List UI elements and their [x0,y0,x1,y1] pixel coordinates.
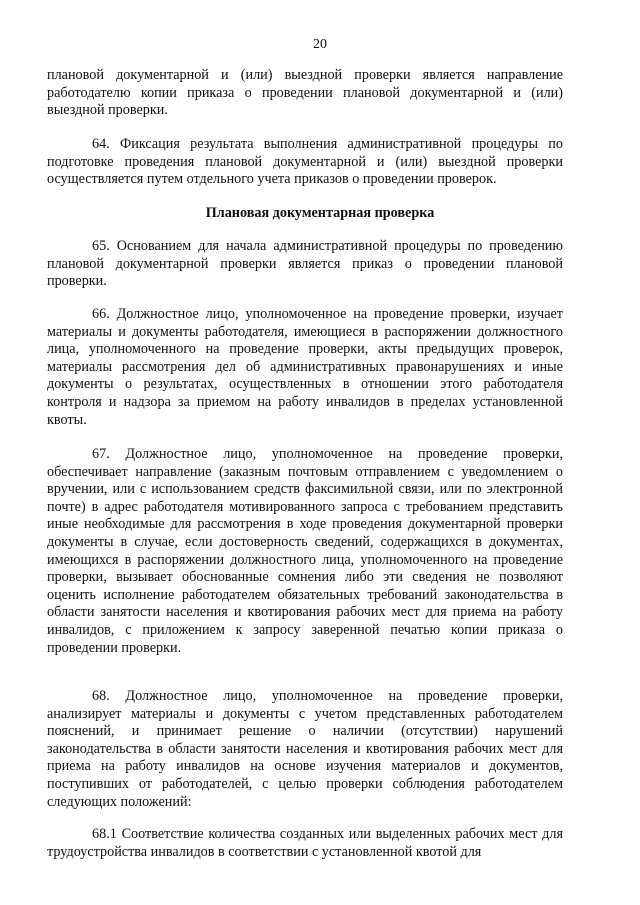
paragraph-68 [47,688,563,811]
paragraph-66 [47,306,563,429]
paragraph-intro-text: плановой документарной и (или) выездной проверки является направление работодателю копии приказа о проведении плановой документарной и (или) выездной проверки. [47,67,563,119]
paragraph-67-text: 67. Должностное лицо, уполномоченное на проведение проверки, обеспечивает направление (заказным почтовым отправлением с уведомлением о вручении, или с использованием средств факсимильной связи, или по электронной почте) в адрес работодателя мотивированного запроса с требованием представить иные необходимые для рассмотрения в ходе проведения документарной проверки документы в случае, если достоверность сведений, содержащихся в документах, имеющихся в распоряжении должностного лица, уполномоченного на проведение проверки, вызывает обоснованные сомнения либо эти сведения не позволяют оценить исполнение работодателем обязательных требований законодательства в области занятости населения и квотирования рабочих мест для приема на работу инвалидов, с приложением к запросу заверенной печатью копии приказа о проведении проверки. [47,446,563,656]
paragraph-intro [47,67,563,120]
paragraph-68-1-text: 68.1 Соответствие количества созданных или выделенных рабочих мест для трудоустройства инвалидов в соответствии с установленной квотой для [47,826,563,860]
paragraph-64-text: 64. Фиксация результата выполнения административной процедуры по подготовке проведения плановой документарной и (или) выездной проверки осуществляется путем отдельного учета приказов о проведении проверок. [47,136,563,188]
paragraph-66-text: 66. Должностное лицо, уполномоченное на проведение проверки, изучает материалы и документы работодателя, имеющиеся в распоряжении должностного лица, уполномоченного на проведение проверки, акты предыдущих проверок, материалы рассмотрения дел об административных правонарушениях и иные документы о результатах, осуществленных в отношении этого работодателя контроля и надзора за приемом на работу инвалидов в пределах установленной квоты. [47,306,563,428]
paragraph-65 [47,238,563,291]
paragraph-64 [47,136,563,189]
paragraph-68-text: 68. Должностное лицо, уполномоченное на проведение проверки, анализирует материалы и документы с учетом представленных работодателем пояснений, и принимает решение о наличии (отсутствии) нарушений законодательства в области занятости населения и квотирования рабочих мест для приема на работу инвалидов на основе изучения материалов и документов, поступивших от работодателей, с целью проверки соблюдения работодателем следующих положений: [47,688,563,810]
section-heading: Плановая документарная проверка [205,205,435,221]
page-number: 20 [313,37,327,52]
paragraph-65-text: 65. Основанием для начала административной процедуры по проведению плановой документарной проверки является приказ о проведении плановой проверки. [47,238,563,290]
paragraph-68-1 [47,826,563,861]
paragraph-67 [47,446,563,657]
